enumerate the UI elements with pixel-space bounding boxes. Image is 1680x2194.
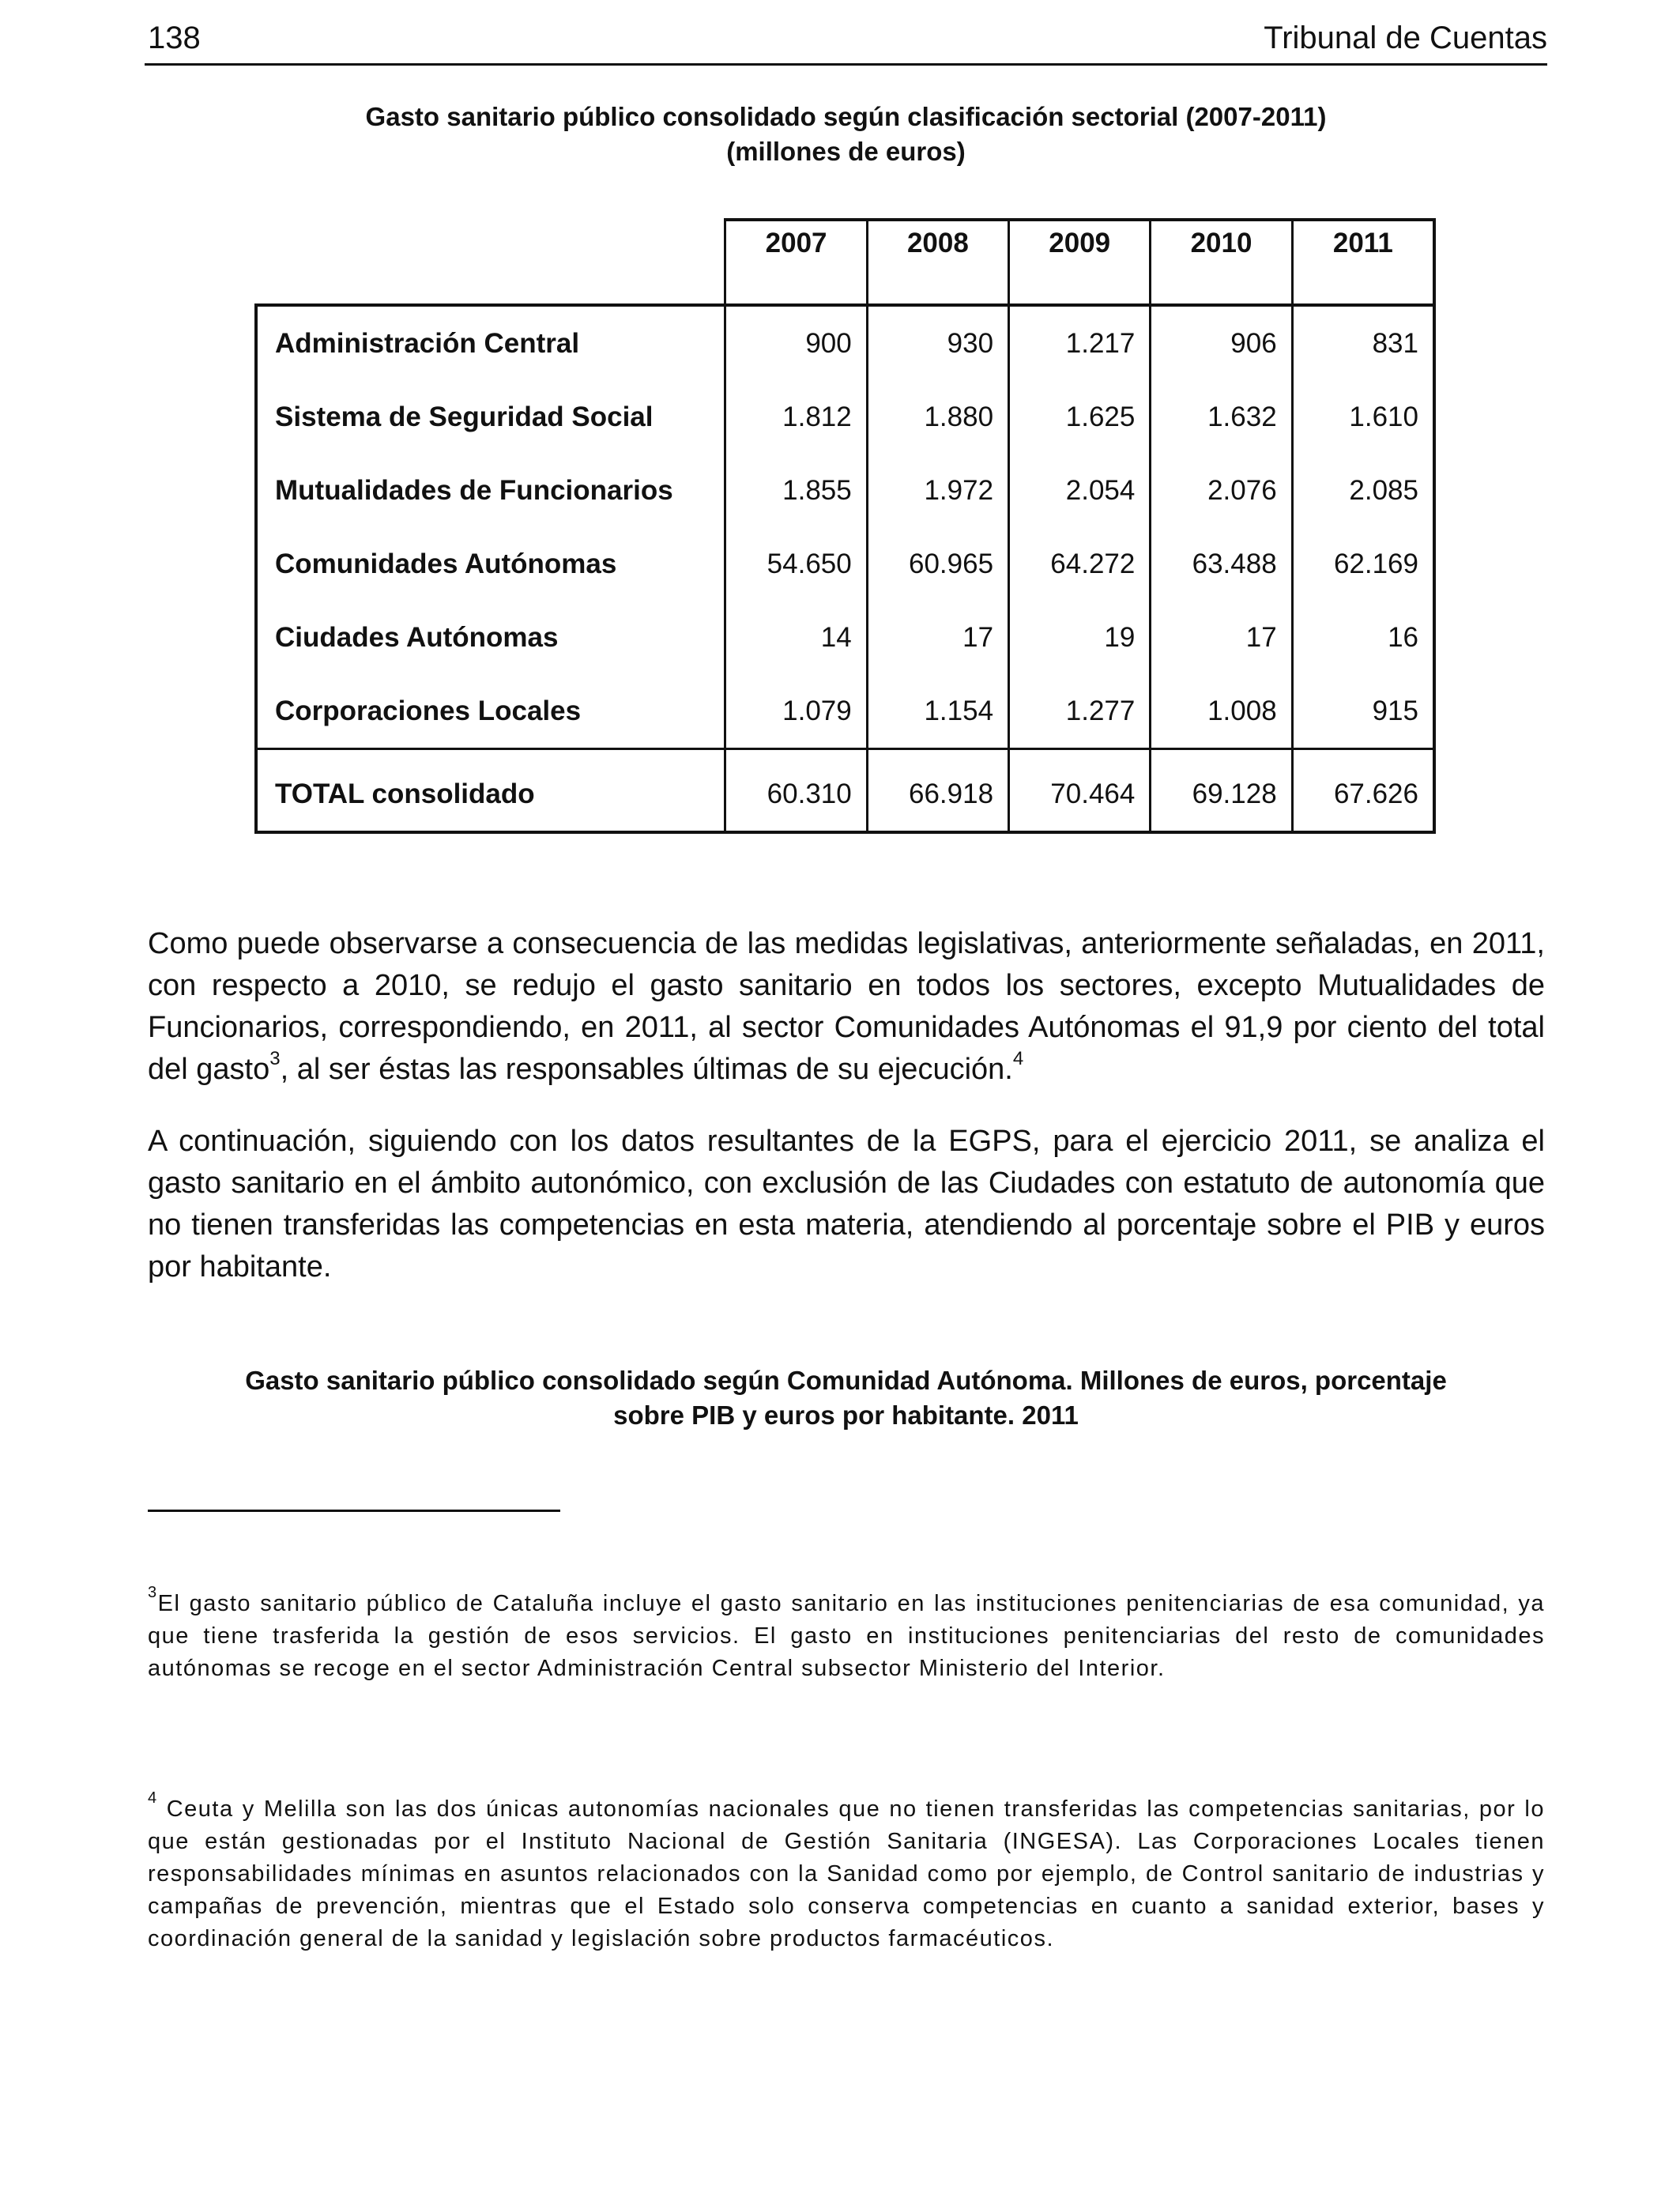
year-header: 2009 xyxy=(1009,220,1151,305)
footnote-ref-3[interactable]: 3 xyxy=(269,1048,281,1070)
table-row xyxy=(256,380,1434,454)
year-header: 2007 xyxy=(725,220,867,305)
cell-value: 1.277 xyxy=(1009,674,1151,749)
year-header: 2008 xyxy=(867,220,1008,305)
total-label: TOTAL consolidado xyxy=(256,749,725,833)
footnote-separator xyxy=(148,1510,560,1512)
row-label: Mutualidades de Funcionarios xyxy=(256,454,725,527)
footnote-ref-4[interactable]: 4 xyxy=(1012,1048,1024,1070)
table-row xyxy=(256,601,1434,674)
table-row xyxy=(256,674,1434,749)
table2-title-line1: Gasto sanitario público consolidado según Comunidad Autónoma. Millones de euros, porcentaje xyxy=(245,1366,1447,1395)
table-header-row xyxy=(256,220,1434,305)
total-value: 66.918 xyxy=(867,749,1008,833)
row-label: Corporaciones Locales xyxy=(256,674,725,749)
cell-value: 1.217 xyxy=(1009,305,1151,380)
cell-value: 1.812 xyxy=(725,380,867,454)
cell-value: 14 xyxy=(725,601,867,674)
footnote-text: El gasto sanitario público de Cataluña incluye el gasto sanitario en las instituciones penitenciarias de esa comunidad, ya que tiene trasferida la gestión de esos servicios. El gasto en instituciones penitenciarias del resto de comunidades autónomas se recoge en el sector Administración Central subsector Ministerio del Interior. xyxy=(148,1591,1545,1681)
cell-value: 64.272 xyxy=(1009,527,1151,601)
row-label: Sistema de Seguridad Social xyxy=(256,380,725,454)
running-title: Tribunal de Cuentas xyxy=(1264,21,1547,55)
table-total-row xyxy=(256,749,1434,833)
table-row xyxy=(256,305,1434,380)
table2-title-line2: sobre PIB y euros por habitante. 2011 xyxy=(613,1400,1079,1430)
body-paragraph-1 xyxy=(148,923,1545,1091)
cell-value: 1.880 xyxy=(867,380,1008,454)
header-rule xyxy=(145,63,1547,66)
sector-spending-table xyxy=(254,218,1436,834)
cell-value: 2.054 xyxy=(1009,454,1151,527)
cell-value: 16 xyxy=(1292,601,1434,674)
cell-value: 1.610 xyxy=(1292,380,1434,454)
total-value: 70.464 xyxy=(1009,749,1151,833)
cell-value: 1.625 xyxy=(1009,380,1151,454)
cell-value: 915 xyxy=(1292,674,1434,749)
cell-value: 62.169 xyxy=(1292,527,1434,601)
year-header: 2011 xyxy=(1292,220,1434,305)
cell-value: 17 xyxy=(867,601,1008,674)
body-paragraph-2: A continuación, siguiendo con los datos resultantes de la EGPS, para el ejercicio 2011, se analiza el gasto sanitario en el ámbito autonómico, con exclusión de las Ciudades con estatuto de autonomía que no tienen transferidas las competencias en esta materia, atendiendo al porcentaje sobre el PIB y euros por habitante. xyxy=(148,1125,1545,1284)
row-label: Ciudades Autónomas xyxy=(256,601,725,674)
total-value: 69.128 xyxy=(1151,749,1292,833)
table1-title xyxy=(145,100,1547,169)
row-label: Administración Central xyxy=(256,305,725,380)
cell-value: 1.079 xyxy=(725,674,867,749)
table2-title xyxy=(145,1363,1547,1433)
total-value: 67.626 xyxy=(1292,749,1434,833)
total-value: 60.310 xyxy=(725,749,867,833)
cell-value: 1.855 xyxy=(725,454,867,527)
footnote-marker: 4 xyxy=(148,1789,158,1808)
table1-title-line1: Gasto sanitario público consolidado según clasificación sectorial (2007-2011) xyxy=(365,102,1327,131)
cell-value: 900 xyxy=(725,305,867,380)
cell-value: 2.076 xyxy=(1151,454,1292,527)
table-row xyxy=(256,527,1434,601)
cell-value: 19 xyxy=(1009,601,1151,674)
cell-value: 1.972 xyxy=(867,454,1008,527)
cell-value: 2.085 xyxy=(1292,454,1434,527)
paragraph-text: Como puede observarse a consecuencia de las medidas legislativas, anteriormente señaladas, en 2011, con respecto a 2010, se redujo el gasto sanitario en todos los sectores, excepto Mutualidades de Funcionarios, correspondiendo, en 2011, al sector Comunidades Autónomas el 91,9 por ciento del total del gasto xyxy=(148,927,1545,1086)
cell-value: 63.488 xyxy=(1151,527,1292,601)
cell-value: 1.632 xyxy=(1151,380,1292,454)
cell-value: 1.154 xyxy=(867,674,1008,749)
footnote-text: Ceuta y Melilla son las dos únicas autonomías nacionales que no tienen transferidas las competencias sanitarias, por lo que están gestionadas por el Instituto Nacional de Gestión Sanitaria (INGESA). Las Corporaciones Locales tienen responsabilidades mínimas en asuntos relacionados con la Sanidad como por ejemplo, de Control sanitario de industrias y campañas de prevención, mientras que el Estado solo conserva competencias en cuanto a sanidad exterior, bases y coordinación general de la sanidad y legislación sobre productos farmacéuticos. xyxy=(148,1796,1545,1951)
footnote-3 xyxy=(148,1584,1545,1685)
cell-value: 17 xyxy=(1151,601,1292,674)
page-number: 138 xyxy=(148,21,201,55)
cell-value: 906 xyxy=(1151,305,1292,380)
cell-value: 1.008 xyxy=(1151,674,1292,749)
year-header: 2010 xyxy=(1151,220,1292,305)
table1-title-line2: (millones de euros) xyxy=(726,137,966,166)
cell-value: 930 xyxy=(867,305,1008,380)
table-row xyxy=(256,454,1434,527)
cell-value: 831 xyxy=(1292,305,1434,380)
cell-value: 60.965 xyxy=(867,527,1008,601)
footnote-4 xyxy=(148,1789,1545,1955)
cell-value: 54.650 xyxy=(725,527,867,601)
footnote-marker: 3 xyxy=(148,1584,158,1602)
table-corner xyxy=(256,220,725,305)
row-label: Comunidades Autónomas xyxy=(256,527,725,601)
paragraph-text: , al ser éstas las responsables últimas de su ejecución. xyxy=(280,1053,1013,1086)
